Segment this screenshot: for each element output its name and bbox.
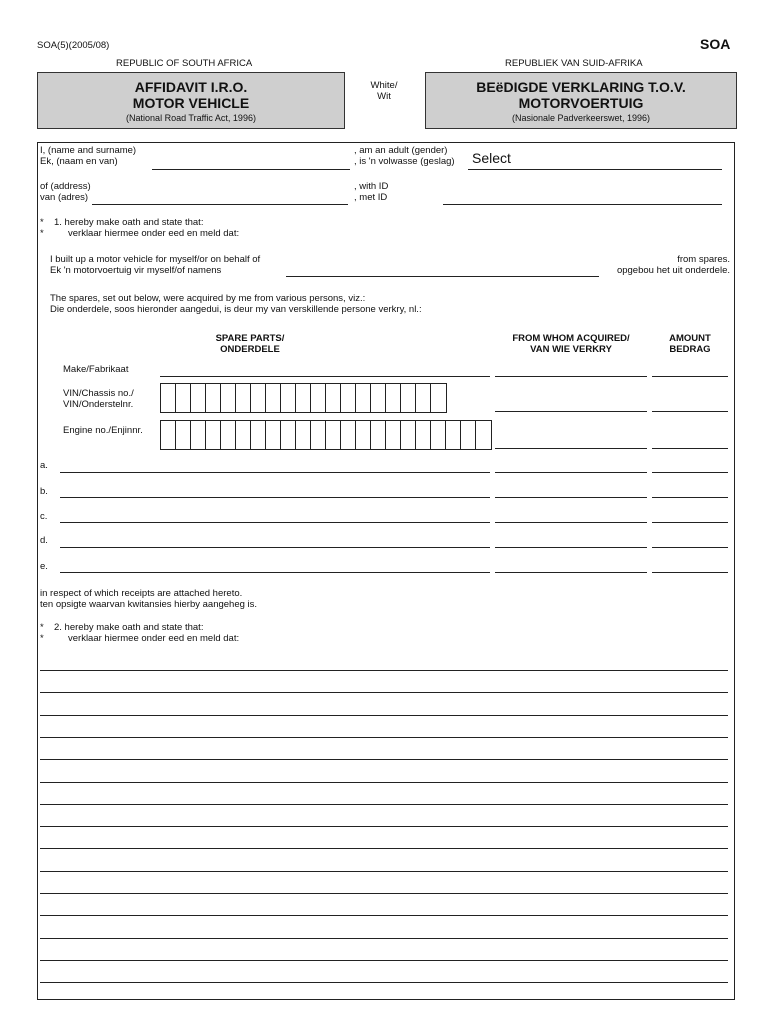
- receipts-en: in respect of which receipts are attached hereto.: [40, 588, 243, 599]
- oath1-star1: *: [40, 217, 44, 228]
- statement-line[interactable]: [40, 826, 728, 827]
- built-label: [50, 254, 260, 276]
- statement-line[interactable]: [40, 893, 728, 894]
- title-box-en: [37, 72, 345, 129]
- copy-label: [368, 80, 400, 102]
- from-spares-label: [617, 254, 730, 276]
- from-spares-en: from spares.: [677, 254, 730, 265]
- make-from-field[interactable]: [495, 376, 647, 377]
- behalf-field[interactable]: [286, 276, 599, 277]
- gender-label-en: , am an adult (gender): [354, 145, 448, 156]
- engine-label: Engine no./Enjinnr.: [63, 425, 143, 436]
- statement-line[interactable]: [40, 715, 728, 716]
- id-field[interactable]: [443, 204, 722, 205]
- vin-from-field[interactable]: [495, 411, 647, 412]
- title-af-line1: BEëDIGDE VERKLARING T.O.V.: [476, 79, 686, 95]
- id-label-af: , met ID: [354, 192, 388, 203]
- id-label-en: , with ID: [354, 181, 389, 192]
- row-d-label: d.: [40, 535, 48, 546]
- statement-line[interactable]: [40, 960, 728, 961]
- row-c-label: c.: [40, 511, 48, 522]
- make-field[interactable]: [160, 376, 490, 377]
- row-a-part[interactable]: [60, 472, 490, 473]
- oath1-af: verklaar hiermee onder eed en meld dat:: [68, 228, 240, 239]
- row-c-part[interactable]: [60, 522, 490, 523]
- vin-label-af: VIN/Onderstelnr.: [63, 399, 134, 410]
- col-parts-header: [160, 333, 340, 355]
- gender-select[interactable]: Select: [472, 150, 511, 166]
- form-code: SOA(5)(2005/08): [37, 40, 110, 51]
- from-spares-af: opgebou het uit onderdele.: [616, 265, 730, 276]
- title-af-line2: MOTORVOERTUIG: [518, 95, 644, 111]
- address-field[interactable]: [92, 204, 348, 205]
- engine-amount-field[interactable]: [652, 448, 728, 449]
- oath1-en: 1. hereby make oath and state that:: [54, 217, 204, 228]
- row-a-amount[interactable]: [652, 472, 728, 473]
- row-b-from[interactable]: [495, 497, 647, 498]
- title-en-line1: AFFIDAVIT I.R.O.: [134, 79, 248, 95]
- spares-en: The spares, set out below, were acquired by me from various persons, viz.:: [50, 293, 366, 304]
- copy-en: White/: [370, 80, 398, 91]
- oath2-star1: *: [40, 622, 44, 633]
- address-label-af: van (adres): [40, 192, 89, 203]
- statement-line[interactable]: [40, 759, 728, 760]
- built-af: Ek 'n motorvoertuig vir myself/of namens: [50, 265, 222, 276]
- gender-select-line: [468, 169, 722, 170]
- address-label: [40, 181, 91, 203]
- oath1-star2: *: [40, 228, 44, 239]
- statement-line[interactable]: [40, 938, 728, 939]
- statement-line[interactable]: [40, 692, 728, 693]
- col-from-af: VAN WIE VERKRY: [530, 344, 612, 355]
- row-e-from[interactable]: [495, 572, 647, 573]
- title-box-af: [425, 72, 737, 129]
- row-b-part[interactable]: [60, 497, 490, 498]
- statement-line[interactable]: [40, 670, 728, 671]
- vin-label-en: VIN/Chassis no./: [63, 388, 134, 399]
- row-e-part[interactable]: [60, 572, 490, 573]
- vin-label: [63, 388, 134, 410]
- spares-af: Die onderdele, soos hieronder aangedui, is deur my van verskillende persone verkry, nl.:: [50, 304, 422, 315]
- oath2-en: 2. hereby make oath and state that:: [54, 622, 204, 633]
- gender-label-af: , is 'n volwasse (geslag): [354, 156, 455, 167]
- statement-line[interactable]: [40, 848, 728, 849]
- row-e-label: e.: [40, 561, 48, 572]
- engine-from-field[interactable]: [495, 448, 647, 449]
- col-amount-en: AMOUNT: [669, 333, 711, 344]
- row-d-amount[interactable]: [652, 547, 728, 548]
- act-af: (Nasionale Padverkeerswet, 1996): [511, 113, 651, 123]
- statement-line[interactable]: [40, 737, 728, 738]
- col-amount-header: [652, 333, 728, 355]
- statement-line[interactable]: [40, 782, 728, 783]
- oath2-af: verklaar hiermee onder eed en meld dat:: [68, 633, 240, 644]
- gender-label: [354, 145, 455, 167]
- col-from-header: [495, 333, 647, 355]
- statement-line[interactable]: [40, 915, 728, 916]
- act-en: (National Road Traffic Act, 1996): [126, 113, 256, 123]
- name-label-af: Ek, (naam en van): [40, 156, 118, 167]
- col-amount-af: BEDRAG: [669, 344, 711, 355]
- spares-text: [50, 293, 422, 315]
- row-c-amount[interactable]: [652, 522, 728, 523]
- republic-en: REPUBLIC OF SOUTH AFRICA: [116, 58, 253, 69]
- col-parts-en: SPARE PARTS/: [215, 333, 285, 344]
- row-e-amount[interactable]: [652, 572, 728, 573]
- receipts-text: [40, 588, 257, 610]
- name-label: [40, 145, 136, 167]
- statement-line[interactable]: [40, 804, 728, 805]
- row-a-from[interactable]: [495, 472, 647, 473]
- built-en: I built up a motor vehicle for myself/or on behalf of: [50, 254, 261, 265]
- col-parts-af: ONDERDELE: [220, 344, 280, 355]
- row-c-from[interactable]: [495, 522, 647, 523]
- republic-af: REPUBLIEK VAN SUID-AFRIKA: [505, 58, 643, 69]
- make-label: Make/Fabrikaat: [63, 364, 129, 375]
- row-b-label: b.: [40, 486, 48, 497]
- copy-af: Wit: [377, 91, 391, 102]
- make-amount-field[interactable]: [652, 376, 728, 377]
- vin-boxes[interactable]: [160, 383, 447, 413]
- address-label-en: of (address): [40, 181, 91, 192]
- statement-line[interactable]: [40, 982, 728, 983]
- statement-line[interactable]: [40, 871, 728, 872]
- name-label-en: I, (name and surname): [40, 145, 137, 156]
- row-d-from[interactable]: [495, 547, 647, 548]
- row-d-part[interactable]: [60, 547, 490, 548]
- name-field[interactable]: [152, 169, 350, 170]
- col-from-en: FROM WHOM ACQUIRED/: [512, 333, 630, 344]
- engine-boxes[interactable]: [160, 420, 492, 450]
- id-label: [354, 181, 388, 203]
- row-a-label: a.: [40, 460, 48, 471]
- form-id: SOA: [700, 36, 731, 52]
- oath2-star2: *: [40, 633, 44, 644]
- vin-amount-field[interactable]: [652, 411, 728, 412]
- row-b-amount[interactable]: [652, 497, 728, 498]
- title-en-line2: MOTOR VEHICLE: [132, 95, 250, 111]
- receipts-af: ten opsigte waarvan kwitansies hierby aangeheg is.: [40, 599, 258, 610]
